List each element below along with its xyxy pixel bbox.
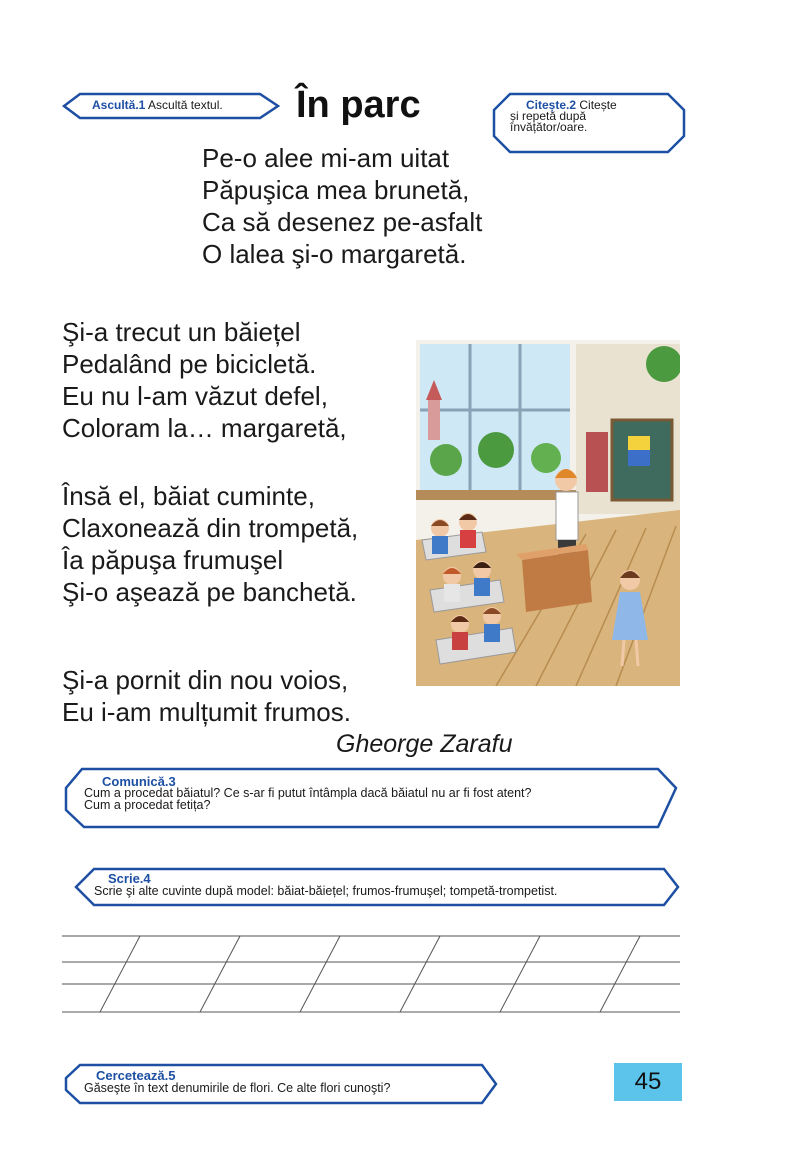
poem-line: Şi-a trecut un băiețel: [62, 317, 301, 347]
poem-line: Şi-o aşează pe banchetă.: [62, 577, 357, 607]
poem-line: Coloram la… margaretă,: [62, 413, 347, 443]
page-title: În parc: [296, 84, 421, 126]
read-line3: învățător/oare.: [510, 120, 588, 134]
classroom-illustration: [416, 340, 680, 686]
communicate-line1: Cum a procedat băiatul? Ce s-ar fi putut întâmpla dacă băiatul nu ar fi fost atent?: [84, 786, 532, 800]
poem-line: Păpuşica mea brunetă,: [202, 175, 470, 205]
task-research: [62, 1062, 500, 1106]
page-number: 45: [614, 1063, 682, 1101]
poem-line: Eu nu l-am văzut defel,: [62, 381, 328, 411]
poem-author: Gheorge Zarafu: [336, 730, 513, 758]
poem-line: Pe-o alee mi-am uitat: [202, 143, 450, 173]
poem-stanza-1: [202, 142, 482, 270]
listen-label: Ascultă.1: [92, 98, 146, 112]
communicate-line2: Cum a procedat fetița?: [84, 798, 211, 812]
poem-line: Şi-a pornit din nou voios,: [62, 665, 349, 695]
poem-stanza-2: [62, 316, 347, 444]
writing-lines[interactable]: [62, 934, 680, 1014]
read-line1: Citește: [579, 98, 617, 112]
poem-line: Pedalând pe bicicletă.: [62, 349, 317, 379]
communicate-label: Comunică.3: [102, 774, 176, 789]
poem-line: Ca să desenez pe-asfalt: [202, 207, 483, 237]
poem-line: O lalea şi-o margaretă.: [202, 239, 467, 269]
write-label: Scrie.4: [108, 871, 151, 886]
task-communicate: [62, 766, 680, 830]
read-task-tag: [490, 90, 688, 156]
classroom-picture: [416, 340, 680, 686]
listen-text: Ascultă textul.: [148, 98, 223, 112]
read-label: Citește.2: [526, 98, 577, 112]
poem-stanza-4: [62, 664, 351, 728]
poem-line: Îa păpuşa frumuşel: [62, 545, 284, 575]
write-text: Scrie şi alte cuvinte după model: băiat-băiețel; frumos-frumuşel; tompetă-trompetist.: [94, 884, 558, 898]
poem-line: Însă el, băiat cuminte,: [62, 481, 315, 511]
poem-line: Claxonează din trompetă,: [62, 513, 359, 543]
handwriting-guidelines: [62, 934, 680, 1014]
poem-line: Eu i-am mulțumit frumos.: [62, 697, 351, 727]
read-line2: și repetă după: [510, 109, 587, 123]
poem-stanza-3: [62, 480, 358, 608]
listen-task-tag: [62, 92, 282, 120]
research-label: Cercetează.5: [96, 1068, 176, 1083]
research-text: Găseşte în text denumirile de flori. Ce alte flori cunoşti?: [84, 1081, 391, 1095]
task-write: [72, 866, 680, 908]
